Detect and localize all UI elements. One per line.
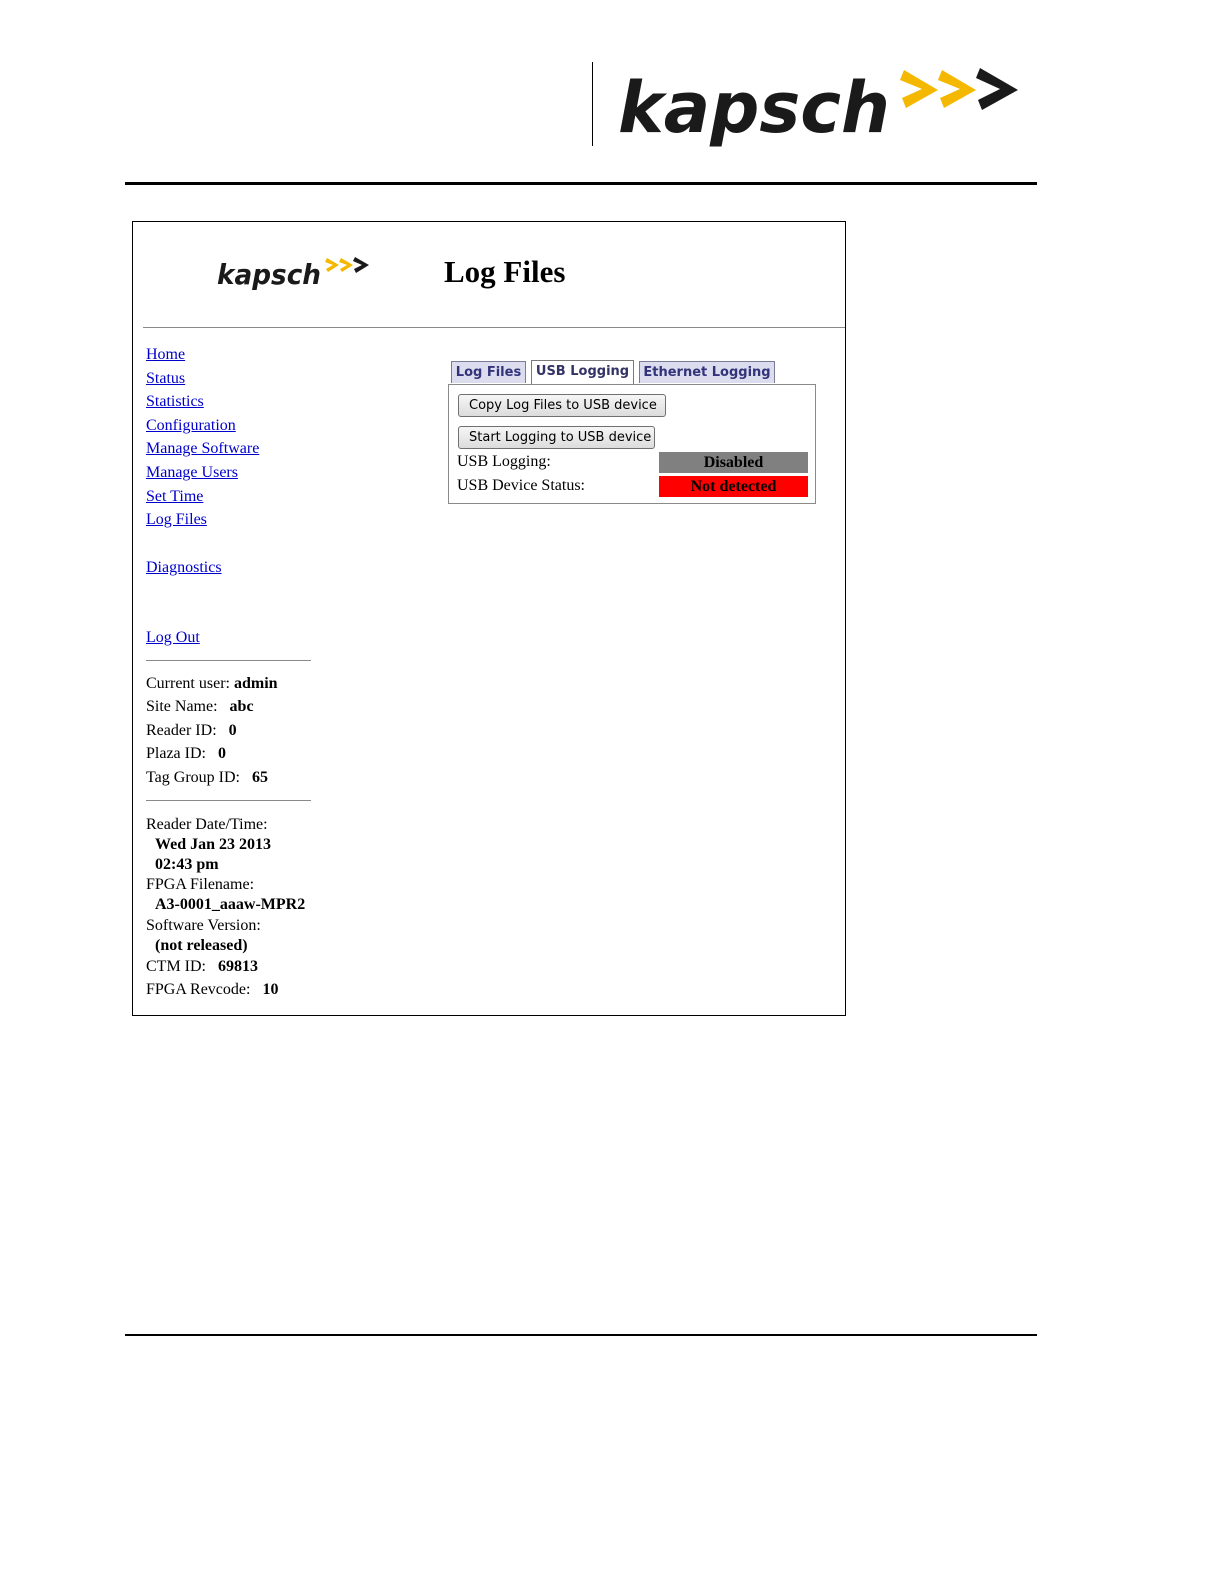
header-divider: [592, 62, 593, 146]
fpga-revcode-value: 10: [262, 981, 279, 999]
nav-link-configuration[interactable]: Configuration: [146, 416, 236, 434]
user-info: [146, 672, 278, 789]
chevron-icon-2: [938, 70, 976, 108]
header-rule: [143, 327, 845, 328]
tag-group-id-row: [146, 766, 278, 789]
current-user-label: Current user:: [146, 675, 230, 692]
site-name-label: Site Name:: [146, 698, 218, 716]
usb-device-status-label: USB Device Status:: [457, 477, 585, 494]
ctm-id-value: 69813: [218, 958, 258, 975]
reader-info: [146, 814, 305, 1002]
nav-link-manage-users[interactable]: Manage Users: [146, 463, 238, 481]
nav-link-set-time[interactable]: Set Time: [146, 487, 204, 505]
tab-ethernet-logging[interactable]: Ethernet Logging: [639, 361, 775, 383]
kapsch-app-logo: [217, 254, 377, 290]
tag-group-id-value: 65: [251, 768, 268, 786]
web-ui-screenshot: [132, 221, 846, 1016]
kapsch-document-logo: [616, 60, 1026, 150]
ctm-id-row: [146, 955, 305, 978]
reader-id-row: [146, 719, 278, 742]
sidebar-rule-1: [146, 660, 311, 661]
document-bottom-rule: [125, 1334, 1037, 1336]
reader-date-value: Wed Jan 23 2013: [155, 836, 272, 853]
document-top-rule: [125, 182, 1037, 185]
software-version-label: Software Version:: [146, 916, 261, 934]
fpga-filename-value: A3-0001_aaaw-MPR2: [155, 896, 306, 913]
app-chevron-icon-3: [353, 257, 369, 273]
plaza-id-value: 0: [217, 745, 226, 763]
fpga-revcode-label: FPGA Revcode:: [146, 981, 251, 999]
site-name-row: [146, 695, 278, 718]
usb-device-status-badge: Not detected: [659, 476, 808, 497]
reader-time-value: 02:43 pm: [155, 855, 219, 873]
usb-logging-status-badge: Disabled: [659, 452, 808, 473]
chevron-icon-3: [976, 68, 1018, 110]
current-user-row: [146, 672, 278, 695]
app-logo-wordmark: kapsch: [217, 258, 321, 290]
nav-link-log-out[interactable]: Log Out: [146, 629, 200, 647]
reader-datetime-label: Reader Date/Time:: [146, 816, 268, 833]
page-title: Log Files: [444, 254, 566, 289]
nav-link-diagnostics[interactable]: Diagnostics: [146, 558, 222, 576]
usb-logging-panel: [448, 384, 816, 504]
sidebar-nav: [146, 343, 259, 650]
software-version-value: (not released): [155, 936, 248, 954]
current-user-value: admin: [233, 675, 278, 692]
copy-log-files-button[interactable]: Copy Log Files to USB device: [458, 394, 666, 417]
plaza-id-label: Plaza ID:: [146, 745, 206, 763]
nav-link-status[interactable]: Status: [146, 369, 186, 387]
plaza-id-row: [146, 742, 278, 765]
nav-link-statistics[interactable]: Statistics: [146, 393, 204, 411]
nav-link-home[interactable]: Home: [146, 346, 186, 363]
reader-id-label: Reader ID:: [146, 721, 217, 739]
site-name-value: abc: [229, 698, 254, 716]
start-logging-button[interactable]: Start Logging to USB device: [458, 426, 655, 449]
document-logo-wordmark: kapsch: [618, 67, 890, 149]
nav-link-manage-software[interactable]: Manage Software: [146, 440, 260, 458]
fpga-revcode-row: [146, 978, 305, 1001]
chevron-icon-1: [900, 70, 938, 108]
ctm-id-label: CTM ID:: [146, 958, 206, 975]
app-chevron-icon-2: [339, 258, 353, 272]
tag-group-id-label: Tag Group ID:: [146, 768, 240, 786]
app-chevron-icon-1: [325, 258, 339, 272]
usb-logging-label: USB Logging:: [457, 453, 551, 470]
tab-usb-logging[interactable]: USB Logging: [531, 360, 634, 385]
reader-id-value: 0: [228, 721, 237, 739]
tab-log-files[interactable]: Log Files: [451, 361, 526, 383]
fpga-filename-label: FPGA Filename:: [146, 876, 255, 893]
nav-link-log-files[interactable]: Log Files: [146, 511, 207, 529]
sidebar-rule-2: [146, 800, 311, 801]
